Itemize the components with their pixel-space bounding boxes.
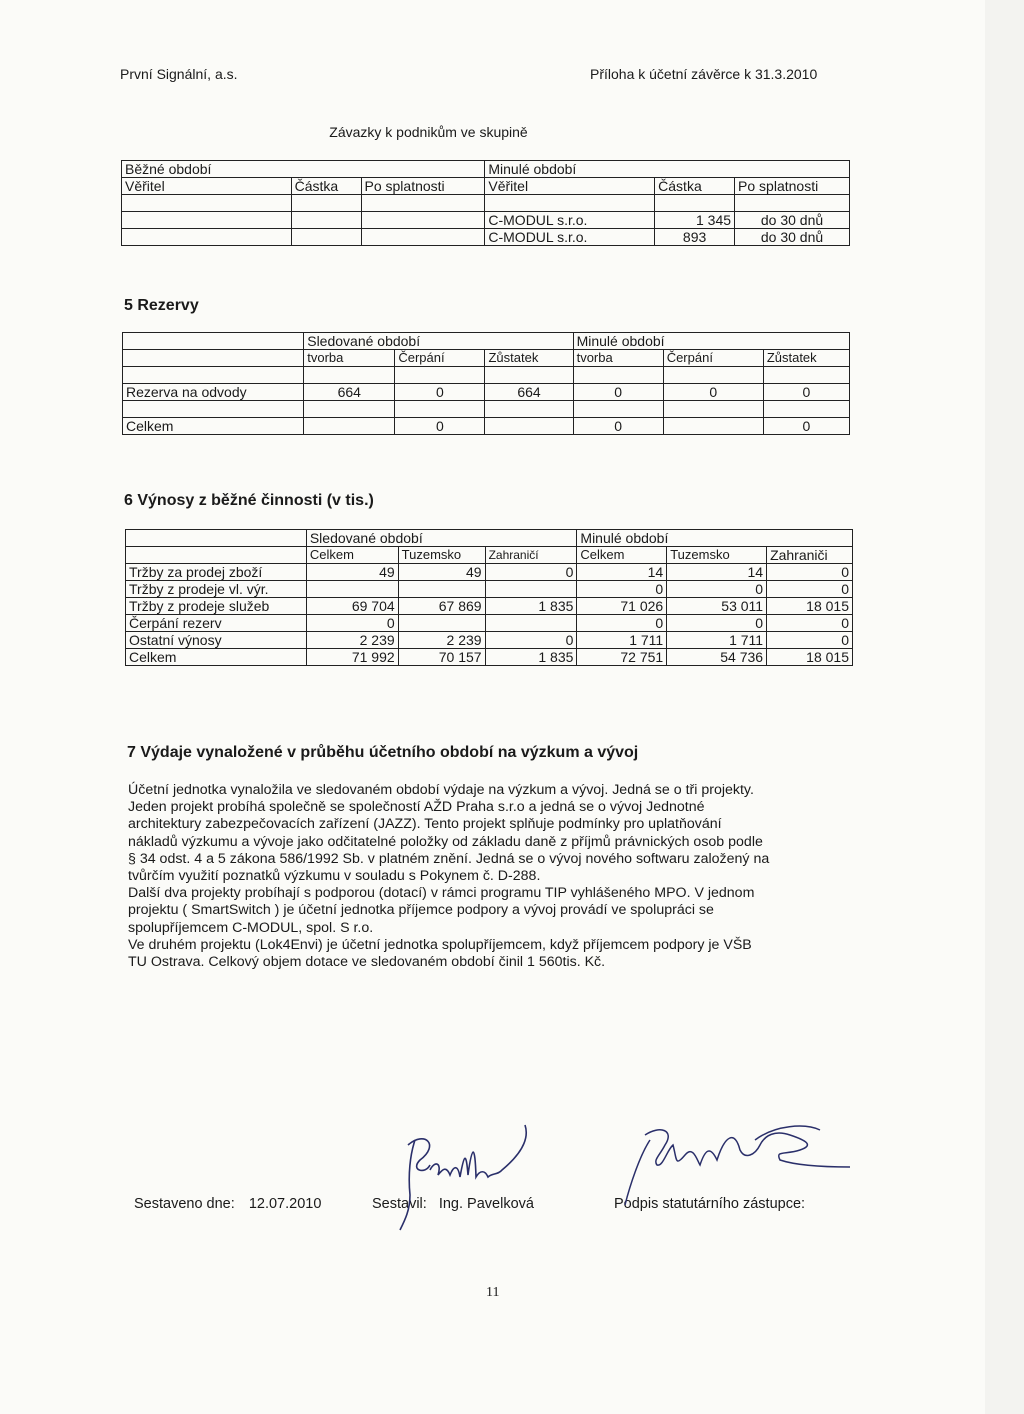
liabilities-title: Závazky k podnikům ve skupině [329,124,528,140]
compiled-by-name: Ing. Pavelková [438,1196,534,1212]
section-heading-research: 7 Výdaje vynaložené v průběhu účetního období na výzkum a vývoj [127,744,639,761]
value-cell: 49 [398,564,485,581]
value-cell: 18 015 [767,649,853,666]
column-header: Zahraničí [485,547,577,564]
value-cell: 49 [306,564,398,581]
compiled-by-label: Sestavil: [372,1196,427,1212]
paragraph-line: Další dva projekty probíhají s podporou (dotací) v rámci programu TIP vyhlášeného MPO. V jednom [128,885,755,902]
column-header: tvorba [573,350,663,367]
current-period-header: Běžné období [122,161,485,178]
research-paragraph [128,782,868,971]
signature-label: Podpis statutárního zástupce: [614,1196,806,1212]
compiled-date: 12.07.2010 [248,1196,322,1212]
signature-pavelkova [380,1115,550,1235]
table-row [123,418,850,435]
company-name: První Signální, a.s. [120,66,238,82]
value-cell: 0 [663,384,763,401]
column-header: Částka [291,178,361,195]
table-row [123,384,850,401]
column-header: Čerpání [663,350,763,367]
value-cell: 70 157 [398,649,485,666]
table-row [126,598,853,615]
creditor-cell: C-MODUL s.r.o. [485,229,655,246]
row-label: Ostatní výnosy [126,632,307,649]
current-period-header: Sledované období [304,333,573,350]
table-row [126,581,853,598]
paragraph-line: nákladů výzkumu a vývoje jako odčitatelné položky od základu daně z příjmů právnických osob podle [128,833,763,850]
column-header: Částka [655,178,735,195]
value-cell: 67 869 [398,598,485,615]
column-header: Věřitel [485,178,655,195]
compiled-label: Sestaveno dne: [134,1196,235,1212]
amount-cell: 1 345 [655,212,735,229]
value-cell: 664 [485,384,573,401]
amount-cell: 893 [655,229,735,246]
value-cell: 69 704 [306,598,398,615]
revenues-table [125,529,853,666]
column-header: Celkem [577,547,667,564]
value-cell: 2 239 [306,632,398,649]
value-cell: 0 [667,615,767,632]
creditor-cell: C-MODUL s.r.o. [485,212,655,229]
overdue-cell: do 30 dnů [735,229,850,246]
row-label: Tržby z prodeje vl. výr. [126,581,307,598]
column-header: Tuzemsko [398,547,485,564]
row-label: Čerpání rezerv [126,615,307,632]
column-header: Zahraniči [767,547,853,564]
signature-statutory [605,1105,855,1215]
value-cell: 0 [577,615,667,632]
value-cell: 0 [577,581,667,598]
value-cell: 0 [395,384,485,401]
table-row [126,632,853,649]
value-cell: 0 [763,418,849,435]
value-cell: 53 011 [667,598,767,615]
value-cell: 0 [573,418,663,435]
reserves-table [122,332,850,435]
row-label: Tržby z prodeje služeb [126,598,307,615]
paragraph-line: tvůrčím využití poznatků výzkumu v souladu s Pokynem č. D-288. [128,868,541,885]
column-header: Zůstatek [485,350,573,367]
column-header: tvorba [304,350,395,367]
paragraph-line: § 34 odst. 4 a 5 zákona 586/1992 Sb. v platném znění. Jedná se o vývoj nového softwaru založený na [128,850,770,867]
previous-period-header: Minulé období [485,161,850,178]
value-cell: 0 [573,384,663,401]
page-number: 11 [486,1285,500,1300]
row-label: Celkem [126,649,307,666]
column-header: Zůstatek [763,350,849,367]
value-cell: 0 [306,615,398,632]
value-cell: 1 835 [485,598,577,615]
column-header: Čerpání [395,350,485,367]
value-cell: 664 [304,384,395,401]
paragraph-line: TU Ostrava. Celkový objem dotace ve sledovaném období činil 1 560tis. Kč. [128,954,606,971]
value-cell: 14 [577,564,667,581]
section-heading-revenues: 6 Výnosy z běžné činnosti (v tis.) [124,492,374,509]
column-header: Po splatnosti [361,178,485,195]
table-row [126,615,853,632]
liabilities-table [121,160,850,246]
value-cell: 18 015 [767,598,853,615]
value-cell: 0 [763,384,849,401]
value-cell: 0 [395,418,485,435]
previous-period-header: Minulé období [577,530,853,547]
column-header: Věřitel [122,178,292,195]
previous-period-header: Minulé období [573,333,849,350]
row-label: Celkem [123,418,304,435]
paragraph-line: Účetní jednotka vynaložila ve sledovaném období výdaje na výzkum a vývoj. Jedná se o tři projekty. [128,782,754,798]
value-cell: 0 [767,581,853,598]
paragraph-line: spolupříjemcem C-MODUL, spol. S r.o. [128,919,374,936]
column-header: Tuzemsko [667,547,767,564]
value-cell: 0 [485,564,577,581]
value-cell: 54 736 [667,649,767,666]
value-cell: 0 [767,564,853,581]
compiled-date-label [134,1196,321,1212]
value-cell: 71 992 [306,649,398,666]
table-row [126,649,853,666]
table-row [122,212,850,229]
row-label: Tržby za prodej zboží [126,564,307,581]
value-cell: 1 711 [667,632,767,649]
value-cell: 1 835 [485,649,577,666]
paragraph-line: Jeden projekt probíhá společně se společností AŽD Praha s.r.o a jedná se o vývoj Jednotné [128,799,705,816]
value-cell: 2 239 [398,632,485,649]
value-cell: 1 711 [577,632,667,649]
value-cell: 0 [767,615,853,632]
paragraph-line: projektu ( SmartSwitch ) je účetní jednotka příjemce podpory a vývoj provádí ve spolupráci se [128,902,714,919]
column-header: Po splatnosti [735,178,850,195]
section-heading-reserves: 5 Rezervy [124,297,199,314]
value-cell: 0 [767,632,853,649]
paragraph-line: Ve druhém projektu (Lok4Envi) je účetní jednotka spolupříjemcem, když příjemcem podpory je VŠB [128,936,752,953]
paragraph-line: architektury zabezpečovacích zařízení (JAZZ). Tento projekt splňuje podmínky pro uplatňování [128,816,722,833]
value-cell: 71 026 [577,598,667,615]
attachment-title: Příloha k účetní závěrce k 31.3.2010 [590,66,818,82]
value-cell: 14 [667,564,767,581]
value-cell: 0 [667,581,767,598]
row-label: Rezerva na odvody [123,384,304,401]
value-cell: 0 [485,632,577,649]
column-header: Celkem [306,547,398,564]
table-row [122,229,850,246]
current-period-header: Sledované období [306,530,577,547]
value-cell: 72 751 [577,649,667,666]
table-row [126,564,853,581]
overdue-cell: do 30 dnů [735,212,850,229]
